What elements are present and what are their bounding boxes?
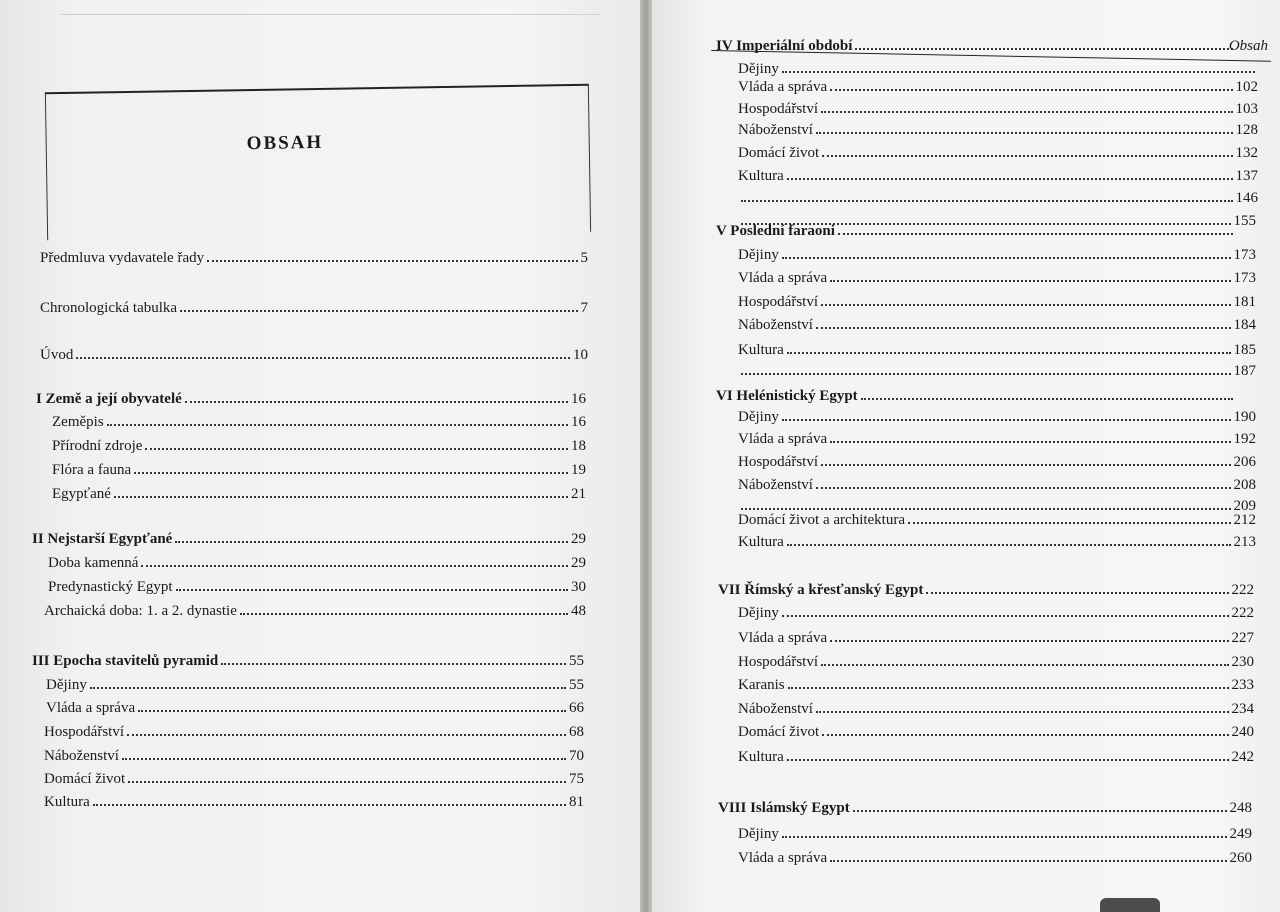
toc-chapter-entry (718, 796, 1252, 816)
dot-leader (207, 246, 577, 262)
dot-leader (145, 434, 568, 450)
toc-entry (738, 473, 1256, 493)
toc-entry-label: Karanis (738, 677, 785, 693)
toc-entry-label: Dějiny (738, 61, 779, 77)
toc-chapter-entry (718, 578, 1254, 598)
toc-entry-label: VIII Islámský Egypt (718, 800, 850, 816)
dot-leader (90, 673, 566, 689)
toc-page-number: 181 (1233, 294, 1256, 310)
dot-leader (185, 387, 568, 403)
toc-entry (40, 246, 588, 266)
toc-page-number: 249 (1229, 826, 1252, 842)
toc-entry-label: Dějiny (46, 677, 87, 693)
dot-leader (787, 338, 1231, 354)
toc-entry-label: Úvod (40, 347, 74, 363)
toc-entry (738, 508, 1256, 528)
toc-entry (738, 141, 1258, 161)
toc-page-number: 103 (1235, 101, 1258, 117)
toc-page-number: 146 (1235, 190, 1258, 206)
dot-leader (141, 551, 568, 567)
toc-page-number: 208 (1233, 477, 1256, 493)
dot-leader (821, 290, 1231, 306)
toc-page-number: 70 (569, 748, 584, 764)
dot-leader (127, 720, 566, 736)
toc-entry-label: Domácí život (738, 145, 820, 161)
dot-leader (240, 599, 568, 615)
running-head: Obsah (1228, 38, 1268, 54)
toc-page-number: 240 (1231, 724, 1254, 740)
dot-leader (830, 427, 1230, 443)
toc-page-number: 184 (1233, 317, 1256, 333)
dot-leader (853, 796, 1227, 812)
toc-page-number: 16 (571, 414, 586, 430)
toc-entry-label: Hospodářství (738, 101, 818, 117)
dot-leader (782, 57, 1255, 73)
toc-entry (738, 601, 1254, 621)
toc-entry (738, 720, 1254, 740)
toc-entry (46, 696, 584, 716)
page-title: OBSAH (246, 131, 324, 155)
toc-entry-label: Kultura (44, 794, 90, 810)
toc-entry-label: Dějiny (738, 826, 779, 842)
toc-entry-label: Flóra a fauna (52, 462, 132, 478)
toc-entry-label: Hospodářství (738, 294, 818, 310)
toc-entry (44, 790, 584, 810)
toc-page-number: 192 (1233, 431, 1256, 447)
dot-leader (176, 575, 568, 591)
dot-leader (787, 745, 1229, 761)
toc-page-number: 81 (569, 794, 584, 810)
toc-entry-label: VI Helénistický Egypt (716, 388, 858, 404)
dot-leader (855, 34, 1233, 50)
toc-entry-label: I Země a její obyvatelé (36, 391, 182, 407)
toc-entry-label: III Epocha stavitelů pyramid (32, 653, 219, 669)
toc-entry-label: Zeměpis (52, 414, 104, 430)
toc-entry (738, 846, 1252, 866)
top-rule (60, 0, 600, 15)
toc-chapter-entry (716, 34, 1236, 54)
toc-entry (44, 599, 586, 619)
toc-entry (738, 673, 1254, 693)
toc-chapter-entry (36, 387, 586, 407)
dot-leader (908, 508, 1230, 524)
toc-entry-label: Náboženství (738, 317, 813, 333)
dot-leader (816, 473, 1231, 489)
toc-entry (738, 650, 1254, 670)
toc-entry (738, 450, 1256, 470)
dot-leader (93, 790, 566, 806)
toc-page-number: 234 (1231, 701, 1254, 717)
toc-page-number: 155 (1233, 213, 1256, 229)
title-box (45, 84, 591, 241)
toc-page-number: 30 (571, 579, 586, 595)
dot-leader (822, 141, 1232, 157)
toc-page-number: 227 (1231, 630, 1254, 646)
toc-entry (738, 697, 1254, 717)
toc-entry (46, 673, 584, 693)
toc-page-number: 16 (571, 391, 586, 407)
toc-entry-label: Hospodářství (738, 654, 818, 670)
toc-entry (738, 118, 1258, 138)
toc-page-number: 222 (1231, 605, 1254, 621)
dot-leader (741, 186, 1233, 202)
toc-entry-label: VII Římský a křesťanský Egypt (718, 582, 924, 598)
toc-entry-label: Egypťané (52, 486, 111, 502)
dot-leader (122, 744, 566, 760)
toc-entry (738, 243, 1256, 263)
dot-leader (926, 578, 1228, 594)
toc-entry-label: Predynastický Egypt (48, 579, 173, 595)
toc-entry (44, 720, 584, 740)
dot-leader (830, 75, 1232, 91)
toc-page-number: 187 (1233, 363, 1256, 379)
dot-leader (816, 118, 1233, 134)
toc-entry-label: Dějiny (738, 409, 779, 425)
toc-page-number: 233 (1231, 677, 1254, 693)
toc-page-number: 185 (1233, 342, 1256, 358)
toc-entry (738, 530, 1256, 550)
dot-leader (221, 649, 566, 665)
toc-entry (738, 57, 1258, 77)
toc-entry-label: Hospodářství (44, 724, 124, 740)
toc-page-number: 66 (569, 700, 584, 716)
dot-leader (741, 359, 1231, 375)
toc-entry (52, 458, 586, 478)
dot-leader (782, 822, 1227, 838)
toc-page-number: 242 (1231, 749, 1254, 765)
toc-entry (738, 290, 1256, 310)
toc-entry-label: V Poslední faraoni (716, 223, 835, 239)
dot-leader (175, 527, 568, 543)
toc-entry (48, 551, 586, 571)
toc-entry (738, 313, 1256, 333)
toc-page-number: 248 (1229, 800, 1252, 816)
toc-entry (738, 186, 1258, 206)
toc-entry-label: Archaická doba: 1. a 2. dynastie (44, 603, 237, 619)
toc-entry (44, 744, 584, 764)
dot-leader (782, 243, 1231, 259)
toc-entry-label: Doba kamenná (48, 555, 139, 571)
toc-entry-label: Kultura (738, 342, 784, 358)
dot-leader (822, 720, 1228, 736)
toc-page-number: 18 (571, 438, 586, 454)
toc-entry (738, 745, 1254, 765)
toc-entry-label: Přírodní zdroje (52, 438, 143, 454)
toc-entry-label: Vláda a správa (46, 700, 136, 716)
toc-entry-label: Vláda a správa (738, 850, 828, 866)
dot-leader (134, 458, 568, 474)
toc-page-number: 55 (569, 677, 584, 693)
toc-entry-label: Kultura (738, 534, 784, 550)
toc-page-number: 21 (571, 486, 586, 502)
toc-entry (52, 482, 586, 502)
toc-entry-label: II Nejstarší Egypťané (32, 531, 173, 547)
dot-leader (821, 650, 1229, 666)
right-page (652, 0, 1280, 912)
toc-entry-label: Náboženství (44, 748, 119, 764)
toc-page-number: 10 (573, 347, 588, 363)
toc-entry-label: Náboženství (738, 701, 813, 717)
dot-leader (787, 530, 1231, 546)
toc-page-number: 128 (1235, 122, 1258, 138)
dot-leader (128, 767, 566, 783)
toc-entry (738, 97, 1258, 117)
toc-entry (738, 75, 1258, 95)
toc-entry (40, 343, 588, 363)
dot-leader (830, 626, 1228, 642)
dot-leader (816, 697, 1229, 713)
toc-entry-label: Domácí život (44, 771, 126, 787)
toc-page-number: 5 (580, 250, 588, 266)
toc-entry (40, 296, 588, 316)
toc-entry (738, 626, 1254, 646)
toc-entry (738, 822, 1252, 842)
toc-entry-label: Chronologická tabulka (40, 300, 178, 316)
dot-leader (830, 846, 1226, 862)
toc-page-number: 19 (571, 462, 586, 478)
toc-page-number: 48 (571, 603, 586, 619)
toc-entry (48, 575, 586, 595)
dot-leader (138, 696, 566, 712)
toc-chapter-entry (716, 384, 1236, 404)
toc-page-number: 29 (571, 531, 586, 547)
dot-leader (787, 164, 1233, 180)
toc-entry-label: Domácí život (738, 724, 820, 740)
book-gutter (640, 0, 652, 912)
toc-entry (52, 410, 586, 430)
toc-entry-label: Kultura (738, 749, 784, 765)
toc-page-number: 102 (1235, 79, 1258, 95)
toc-entry-label: Předmluva vydavatele řady (40, 250, 205, 266)
toc-entry (52, 434, 586, 454)
toc-entry (738, 359, 1256, 379)
toc-page-number: 230 (1231, 654, 1254, 670)
toc-entry (738, 427, 1256, 447)
dot-leader (114, 482, 568, 498)
toc-page-number: 213 (1233, 534, 1256, 550)
toc-page-number: 137 (1235, 168, 1258, 184)
dot-leader (76, 343, 570, 359)
toc-entry-label: Vláda a správa (738, 79, 828, 95)
toc-page-number: 7 (580, 300, 588, 316)
toc-entry-label: Vláda a správa (738, 270, 828, 286)
toc-page-number: 173 (1233, 270, 1256, 286)
dot-leader (782, 405, 1231, 421)
toc-page-number: 260 (1229, 850, 1252, 866)
toc-entry (44, 767, 584, 787)
toc-page-number: 190 (1233, 409, 1256, 425)
toc-chapter-entry (32, 649, 584, 669)
toc-chapter-entry (716, 219, 1236, 239)
dot-leader (821, 97, 1233, 113)
dot-leader (821, 450, 1231, 466)
toc-page-number: 173 (1233, 247, 1256, 263)
toc-page-number: 209 (1233, 498, 1256, 514)
toc-entry-label: Hospodářství (738, 454, 818, 470)
dot-leader (816, 313, 1231, 329)
toc-entry-label: Vláda a správa (738, 630, 828, 646)
toc-page-number: 212 (1233, 512, 1256, 528)
toc-page-number: 222 (1231, 582, 1254, 598)
toc-entry-label: Náboženství (738, 122, 813, 138)
toc-chapter-entry (32, 527, 586, 547)
toc-entry-label: Kultura (738, 168, 784, 184)
toc-entry (738, 405, 1256, 425)
dot-leader (782, 601, 1229, 617)
edge-shadow (1100, 898, 1160, 912)
dot-leader (830, 266, 1230, 282)
toc-page-number: 68 (569, 724, 584, 740)
dot-leader (788, 673, 1229, 689)
toc-page-number: 132 (1235, 145, 1258, 161)
toc-entry (738, 266, 1256, 286)
toc-entry-label: IV Imperiální období (716, 38, 853, 54)
dot-leader (180, 296, 577, 312)
toc-entry-label: Vláda a správa (738, 431, 828, 447)
toc-entry-label: Dějiny (738, 605, 779, 621)
toc-page-number: 29 (571, 555, 586, 571)
toc-entry (738, 338, 1256, 358)
toc-entry-label: Náboženství (738, 477, 813, 493)
toc-page-number: 206 (1233, 454, 1256, 470)
dot-leader (107, 410, 568, 426)
toc-entry-label: Domácí život a architektura (738, 512, 906, 528)
dot-leader (861, 384, 1233, 400)
toc-entry-label: Dějiny (738, 247, 779, 263)
toc-page-number: 75 (569, 771, 584, 787)
toc-page-number: 55 (569, 653, 584, 669)
toc-entry (738, 164, 1258, 184)
dot-leader (838, 219, 1233, 235)
